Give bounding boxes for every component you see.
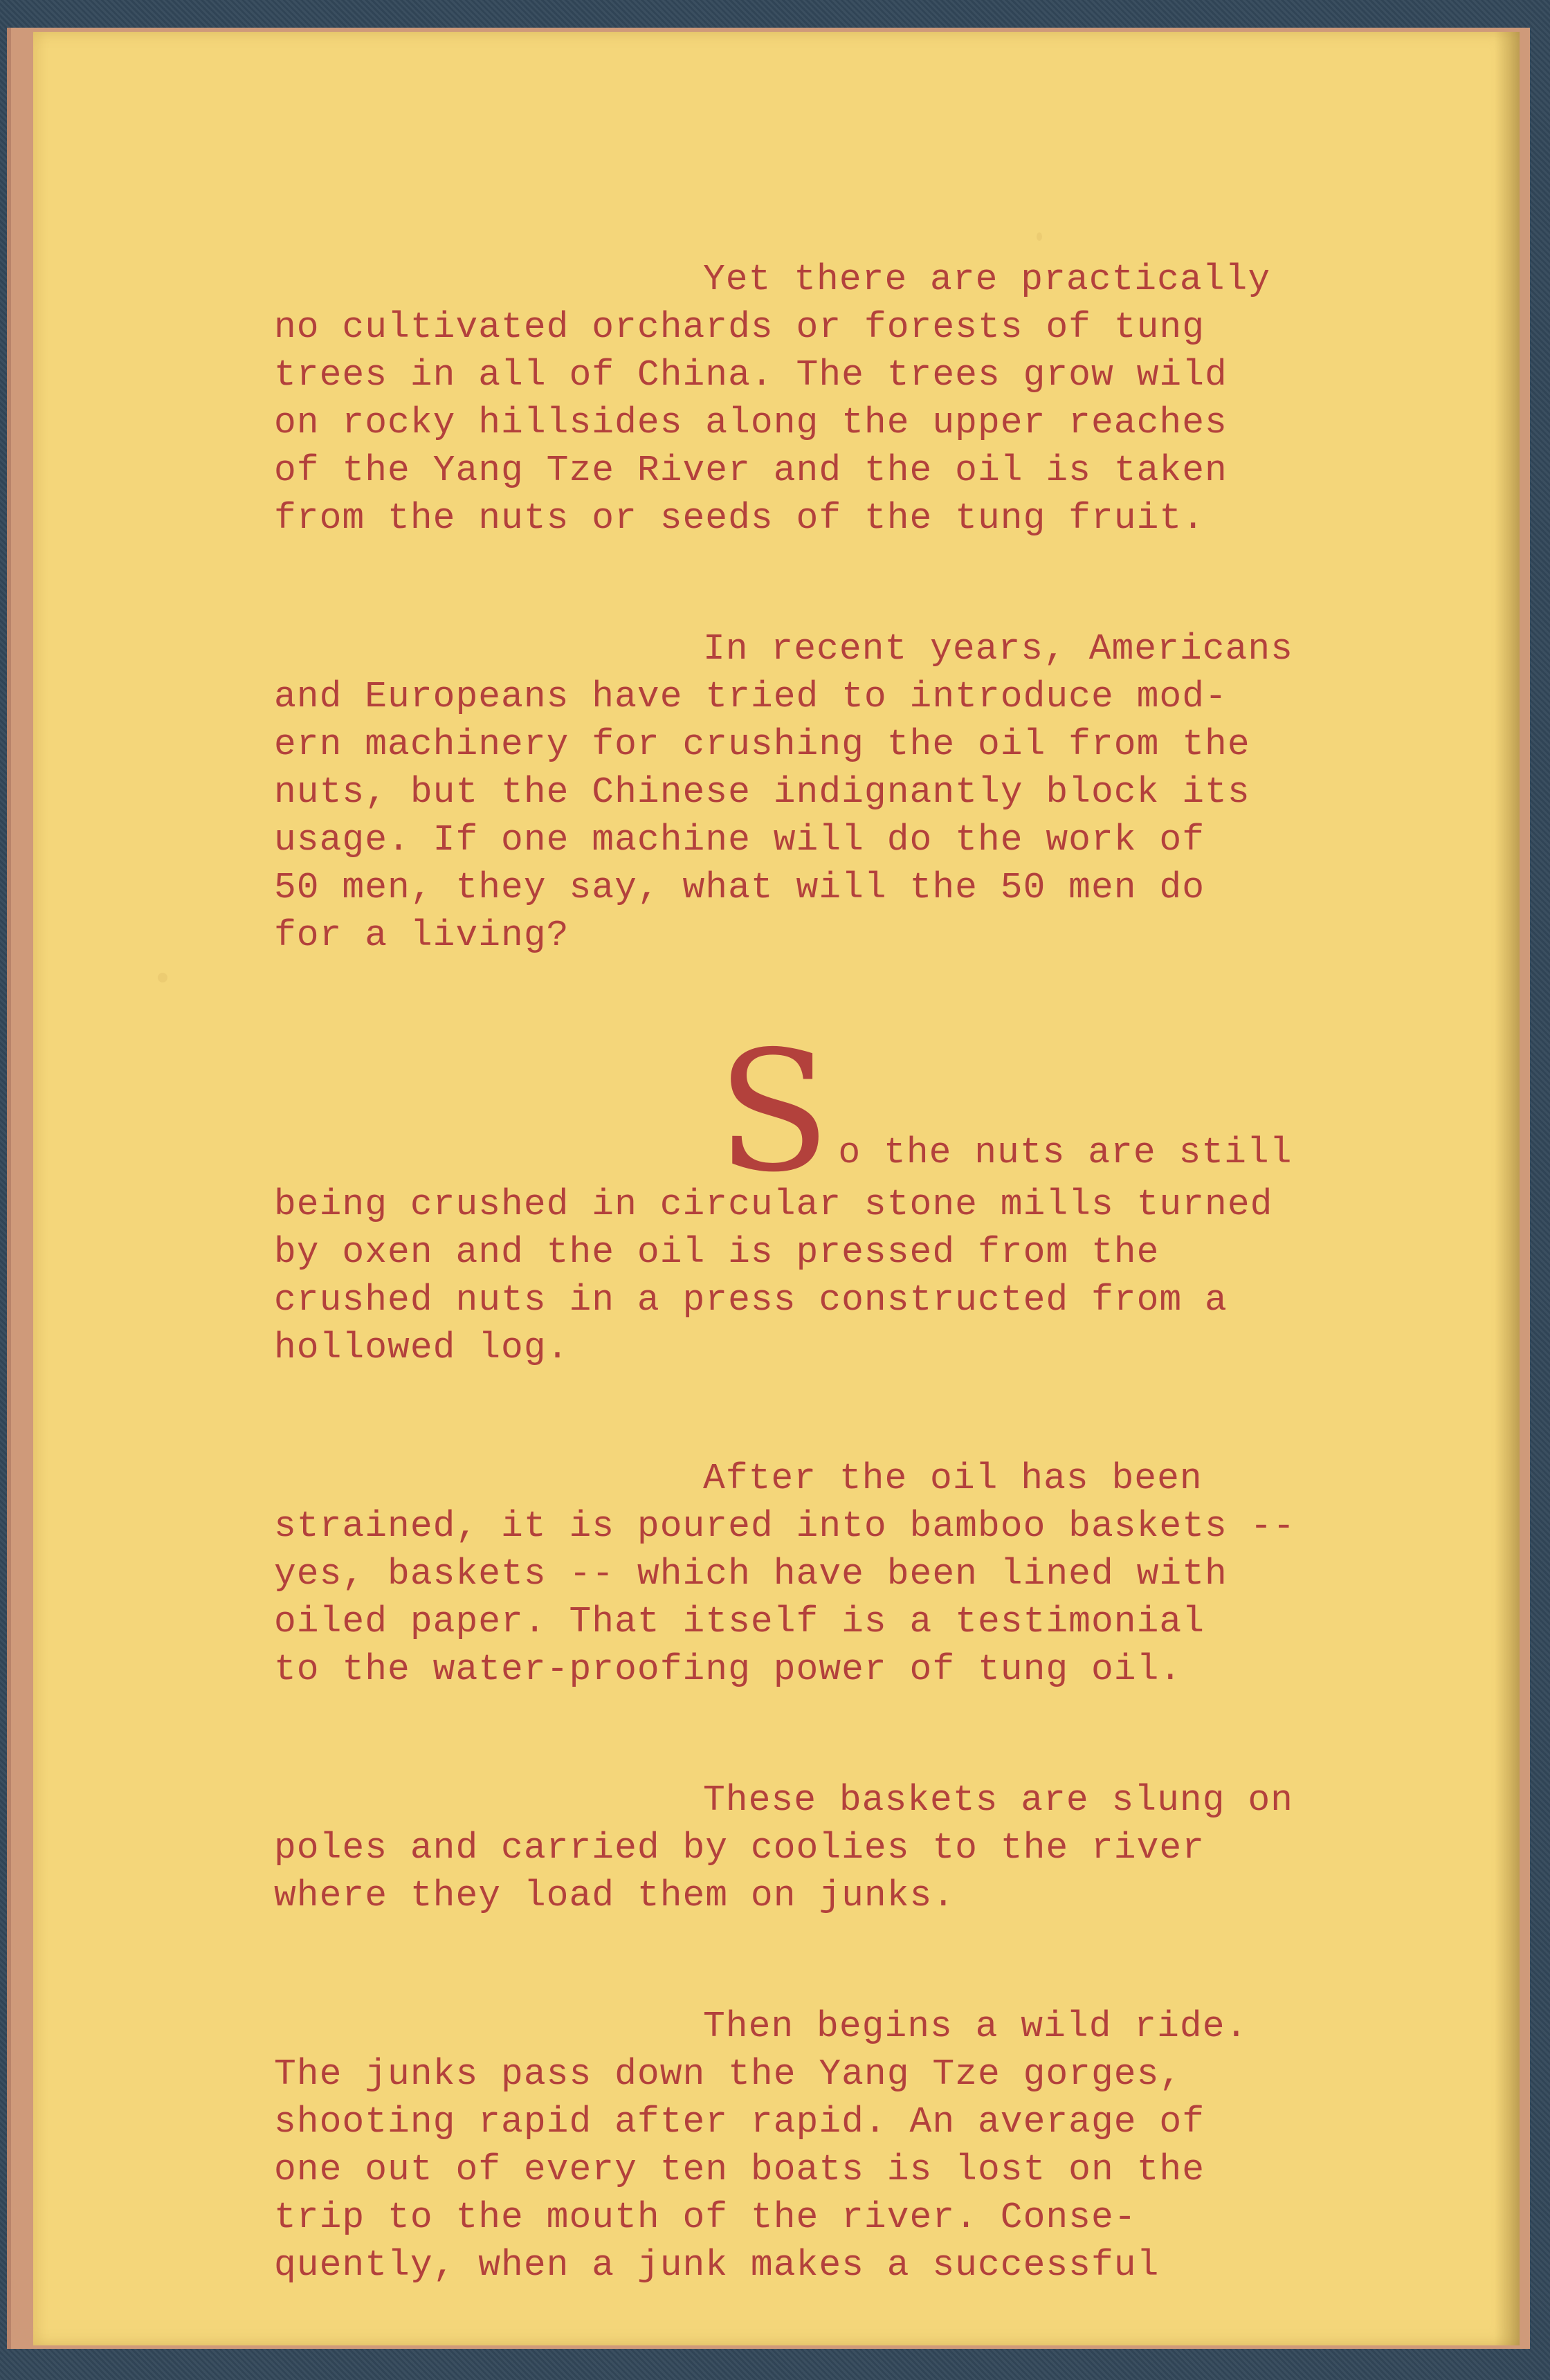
paragraph-first-line: These baskets are slung on bbox=[703, 1779, 1293, 1821]
paragraph-orchards bbox=[274, 256, 1437, 542]
paragraph-text: being crushed in circular stone mills turned by oxen and the oil is pressed from the crushed nuts in a press constructed from a hollowed log. bbox=[274, 1184, 1273, 1368]
paragraph-first-line: o the nuts are still bbox=[838, 1132, 1293, 1173]
paragraph-baskets bbox=[274, 1455, 1437, 1694]
drop-cap-initial: S bbox=[717, 1015, 832, 1209]
paragraph-first-line: After the oil has been bbox=[703, 1458, 1203, 1499]
paragraph-first-line: Yet there are practically bbox=[703, 259, 1271, 300]
paper-speck bbox=[1037, 232, 1042, 241]
page-body bbox=[274, 256, 1437, 2372]
paragraph-poles bbox=[274, 1777, 1437, 1920]
paragraph-text: strained, it is poured into bamboo baskets -- yes, baskets -- which have been lined with oiled paper. That itself is a testimonial to the water-proofing power of tung oil. bbox=[274, 1505, 1296, 1690]
paragraph-first-line: In recent years, Americans bbox=[703, 628, 1293, 670]
paragraph-first-line: Then begins a wild ride. bbox=[703, 2006, 1248, 2047]
paragraph-wild-ride bbox=[274, 2003, 1437, 2289]
paragraph-text: The junks pass down the Yang Tze gorges, shooting rapid after rapid. An average of one out of every ten boats is lost on the trip to the mouth of the river. Conse- quently, when a junk makes a successful bbox=[274, 2053, 1205, 2286]
paragraph-text: no cultivated orchards or forests of tung trees in all of China. The trees grow wild on rocky hillsides along the upper reaches of the Yang Tze River and the oil is taken from the nuts or seeds of the tung fruit. bbox=[274, 306, 1228, 539]
paragraph-text: poles and carried by coolies to the river where they load them on junks. bbox=[274, 1827, 1205, 1916]
paragraph-text: and Europeans have tried to introduce mod- ern machinery for crushing the oil from the nuts, but the Chinese indignantly block its usage. If one machine will do the work of 50 men, they say, what will the 50 men do for a living? bbox=[274, 676, 1250, 956]
paragraph-mills bbox=[274, 1015, 1437, 1372]
paragraph-machinery bbox=[274, 625, 1437, 960]
page-gutter-shadow bbox=[1495, 32, 1520, 2345]
paper-speck bbox=[158, 973, 167, 982]
